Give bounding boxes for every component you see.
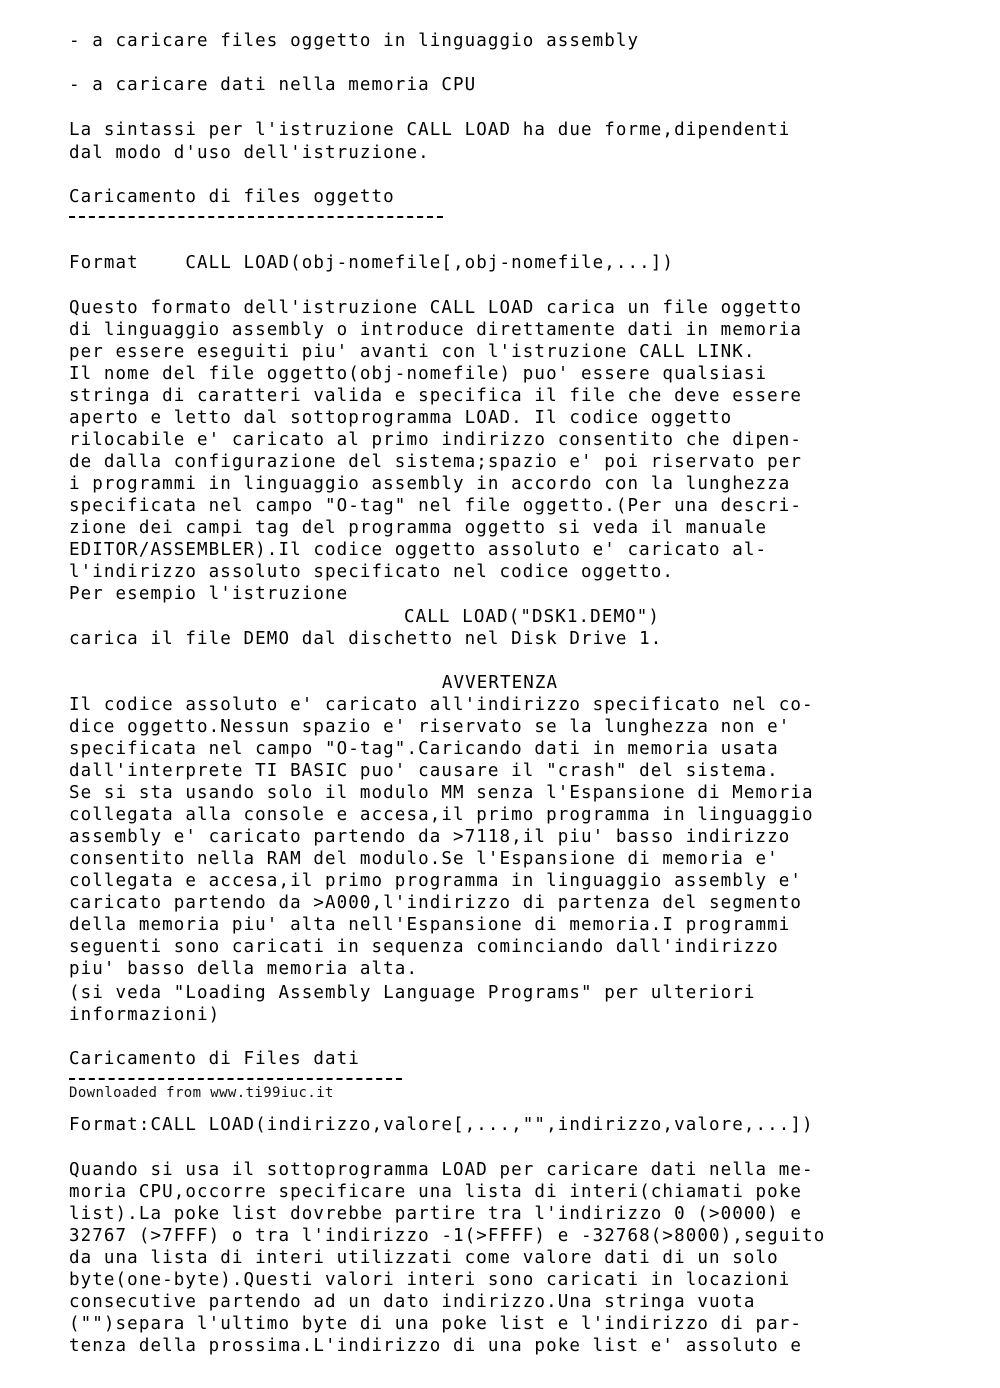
body-line: Per esempio l'istruzione (69, 584, 349, 604)
body-line: aperto e letto dal sottoprogramma LOAD. Il codice oggetto (69, 408, 733, 428)
warning-line: consentito nella RAM del modulo.Se l'Espansione di memoria e' (69, 849, 779, 869)
body-line: Questo formato dell'istruzione CALL LOAD carica un file oggetto (69, 298, 803, 318)
body-line: da una lista di interi utilizzati come valore dati di un solo (69, 1248, 779, 1268)
warning-line: collegata e accesa,il primo programma in linguaggio assembly e' (69, 871, 803, 891)
warning-line: piu' basso della memoria alta. (69, 959, 419, 979)
bullet-line: - a caricare dati nella memoria CPU (69, 75, 477, 95)
body-line: l'indirizzo assoluto specificato nel codice oggetto. (69, 562, 675, 582)
body-line: i programmi in linguaggio assembly in accordo con la lunghezza (69, 474, 791, 494)
body-line: moria CPU,occorre specificare una lista di interi(chiamati poke (69, 1182, 803, 1202)
intro-line: La sintassi per l'istruzione CALL LOAD ha due forme,dipendenti (69, 120, 791, 140)
body-line: Il nome del file oggetto(obj-nomefile) puo' essere qualsiasi (69, 364, 768, 384)
warning-line: della memoria piu' alta nell'Espansione di memoria.I programmi (69, 915, 791, 935)
body-line: byte(one-byte).Questi valori interi sono caricati in locazioni (69, 1270, 791, 1290)
section-title-data-files: Caricamento di Files dati (69, 1049, 360, 1069)
example-statement: CALL LOAD("DSK1.DEMO") (404, 607, 660, 627)
body-line: specificata nel campo "O-tag" nel file oggetto.(Per una descri- (69, 496, 803, 516)
warning-line: assembly e' caricato partendo da >7118,il piu' basso indirizzo (69, 827, 791, 847)
body-line: Quando si usa il sottoprogramma LOAD per caricare dati nella me- (69, 1160, 814, 1180)
section-title-object-files: Caricamento di files oggetto (69, 187, 395, 207)
intro-line: dal modo d'uso dell'istruzione. (69, 143, 430, 163)
warning-line: specificata nel campo "O-tag".Caricando dati in memoria usata (69, 739, 779, 759)
body-line: consecutive partendo ad un dato indirizzo.Una stringa vuota (69, 1292, 756, 1312)
body-line: 32767 (>7FFF) o tra l'indirizzo -1(>FFFF) e -32768(>8000),seguito (69, 1226, 826, 1246)
warning-line: informazioni) (69, 1005, 221, 1025)
warning-line: (si veda "Loading Assembly Language Programs" per ulteriori (69, 983, 756, 1003)
warning-line: collegata alla console e accesa,il primo programma in linguaggio (69, 805, 814, 825)
warning-line: dice oggetto.Nessun spazio e' riservato se la lunghezza non e' (69, 717, 791, 737)
warning-line: dall'interprete TI BASIC puo' causare il "crash" del sistema. (69, 761, 779, 781)
body-line: rilocabile e' caricato al primo indirizzo consentito che dipen- (69, 430, 803, 450)
format-line-object: Format CALL LOAD(obj-nomefile[,obj-nomefile,...]) (69, 253, 675, 273)
warning-line: caricato partendo da >A000,l'indirizzo di partenza del segmento (69, 893, 803, 913)
body-line: list).La poke list dovrebbe partire tra l'indirizzo 0 (>0000) e (69, 1204, 803, 1224)
title-underline (69, 1078, 402, 1080)
body-line: de dalla configurazione del sistema;spazio e' poi riservato per (69, 452, 803, 472)
bullet-line: - a caricare files oggetto in linguaggio assembly (69, 31, 640, 51)
body-line: ("")separa l'ultimo byte di una poke list e l'indirizzo di par- (69, 1314, 803, 1334)
body-line: EDITOR/ASSEMBLER).Il codice oggetto assoluto e' caricato al- (69, 540, 768, 560)
title-underline (69, 216, 443, 218)
warning-title: AVVERTENZA (441, 673, 559, 693)
format-line-data: Format:CALL LOAD(indirizzo,valore[,...,"",indirizzo,valore,...]) (69, 1115, 814, 1135)
warning-line: Il codice assoluto e' caricato all'indirizzo specificato nel co- (69, 695, 814, 715)
body-line: tenza della prossima.L'indirizzo di una poke list e' assoluto e (69, 1336, 803, 1356)
example-description: carica il file DEMO dal dischetto nel Disk Drive 1. (69, 629, 663, 649)
body-line: di linguaggio assembly o introduce direttamente dati in memoria (69, 320, 803, 340)
body-line: zione dei campi tag del programma oggetto si veda il manuale (69, 518, 768, 538)
warning-line: Se si sta usando solo il modulo MM senza l'Espansione di Memoria (69, 783, 814, 803)
body-line: per essere eseguiti piu' avanti con l'istruzione CALL LINK. (69, 342, 756, 362)
download-source-note: Downloaded from www.ti99iuc.it (69, 1085, 334, 1101)
warning-line: seguenti sono caricati in sequenza cominciando dall'indirizzo (69, 937, 779, 957)
body-line: stringa di caratteri valida e specifica il file che deve essere (69, 386, 803, 406)
